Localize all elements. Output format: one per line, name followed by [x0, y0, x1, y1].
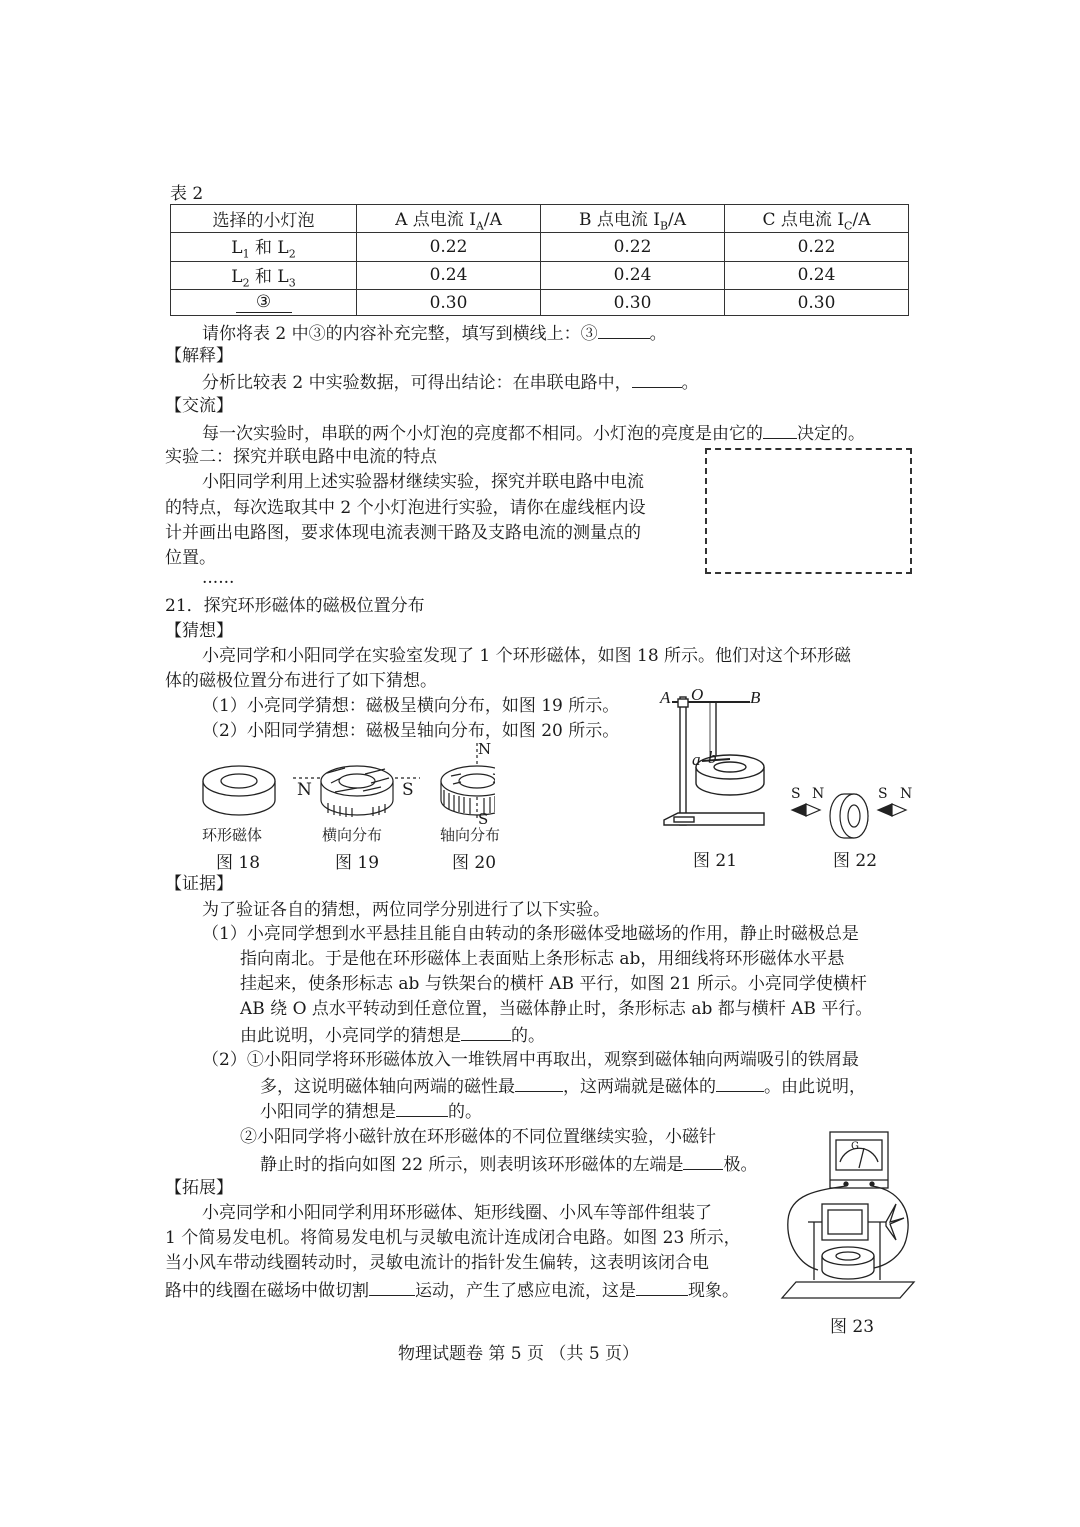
table-cell: ③	[171, 290, 357, 316]
ellipsis: ......	[202, 568, 235, 588]
answer-blank[interactable]	[636, 1277, 688, 1296]
extend-line: 小亮同学和小阳同学利用环形磁体、矩形线圈、小风车等部件组装了	[202, 1203, 712, 1223]
generator-figure	[778, 1130, 918, 1305]
table-cell: 0.30	[357, 290, 541, 316]
table-header-cell: B 点电流 $I_B/A$	[541, 205, 725, 233]
fig18-label: 图 18	[216, 853, 261, 873]
exp2-title: 实验二：探究并联电路中电流的特点	[165, 447, 437, 467]
evidence-1-end: 由此说明，小亮同学的猜想是 的。	[240, 1022, 545, 1049]
table-row	[171, 290, 909, 316]
compass-left-S: S	[791, 786, 801, 802]
label-A: A	[660, 688, 671, 707]
fig23-label: 图 23	[830, 1317, 875, 1337]
evidence-1-line: 挂起来，使条形标志 ab 与铁架台的横杆 AB 平行，如图 21 所示。小亮同学使横杆	[240, 974, 867, 994]
circuit-drawing-box[interactable]	[705, 448, 912, 574]
fig19-caption: 横向分布	[322, 826, 383, 844]
ring-magnet-fig19	[293, 766, 420, 817]
evidence-1-line: （1）小亮同学想到水平悬挂且能自由转动的条形磁体受地磁场的作用，静止时磁极总是	[202, 924, 859, 944]
answer-blank[interactable]	[763, 420, 797, 439]
table-cell: 0.24	[357, 261, 541, 289]
table-cell: 0.22	[357, 233, 541, 261]
table-cell: 0.22	[541, 233, 725, 261]
evidence-1-line: AB 绕 O 点水平转动到任意位置，当磁体静止时，条形标志 ab 都与横杆 AB 平行。	[240, 999, 873, 1019]
exchange-tag: 【交流】	[165, 396, 233, 416]
pole-label-S: S	[478, 810, 489, 828]
label-B: B	[750, 688, 761, 707]
fig22-label: 图 22	[833, 851, 878, 871]
evidence-2-line: 小阳同学的猜想是 的。	[260, 1098, 482, 1125]
guess-tag: 【猜想】	[165, 621, 233, 641]
pole-label-N: N	[297, 780, 312, 800]
table-cell: 0.30	[541, 290, 725, 316]
label-a: a	[692, 750, 701, 769]
table-header-cell: C 点电流 $I_C/A$	[725, 205, 909, 233]
explain-text: 分析比较表 2 中实验数据，可得出结论：在串联电路中， 。	[202, 369, 699, 396]
table-header-cell: 选择的小灯泡	[171, 205, 357, 233]
ring-magnet-figures	[195, 738, 495, 830]
answer-blank[interactable]	[632, 369, 682, 388]
table-cell: 0.24	[725, 261, 909, 289]
answer-blank[interactable]	[683, 1151, 723, 1170]
galvanometer-G: G	[851, 1141, 859, 1152]
exp2-line: 小阳同学利用上述实验器材继续实验，探究并联电路中电流	[202, 472, 644, 492]
extend-line: 路中的线圈在磁场中做切割 运动，产生了感应电流，这是 现象。	[165, 1277, 739, 1304]
pole-label-S: S	[402, 780, 414, 800]
table-cell: 0.24	[541, 261, 725, 289]
fig18-caption: 环形磁体	[202, 826, 263, 844]
guess-line: 小亮同学和小阳同学在实验室发现了 1 个环形磁体，如图 18 所示。他们对这个环形磁	[202, 646, 852, 666]
extend-tag: 【拓展】	[165, 1178, 233, 1198]
evidence-3-line: 静止时的指向如图 22 所示，则表明该环形磁体的左端是 极。	[260, 1151, 757, 1178]
exp2-line: 计并画出电路图，要求体现电流表测干路及支路电流的测量点的	[165, 523, 641, 543]
table-title: 表 2	[170, 184, 204, 204]
table-cell: 0.22	[725, 233, 909, 261]
table-cell: $L_1$ 和 $L_2$	[171, 233, 357, 261]
guess-line: 体的磁极位置分布进行了如下猜想。	[165, 671, 437, 691]
fig20-caption: 轴向分布	[440, 826, 501, 844]
answer-blank[interactable]	[461, 1022, 511, 1041]
extend-line: 当小风车带动线圈转动时，灵敏电流计的指针发生偏转，这表明该闭合电	[165, 1253, 709, 1273]
evidence-intro: 为了验证各自的猜想，两位同学分别进行了以下实验。	[202, 900, 610, 920]
compass-ring-figure	[788, 790, 918, 840]
pole-label-N: N	[478, 740, 492, 758]
evidence-3-line: ②小阳同学将小磁针放在环形磁体的不同位置继续实验，小磁针	[240, 1127, 716, 1147]
answer-blank[interactable]	[716, 1073, 764, 1092]
evidence-1-line: 指向南北。于是他在环形磁体上表面贴上条形标志 ab，用细线将环形磁体水平悬	[240, 949, 845, 969]
table-header-cell: A 点电流 $I_A/A$	[357, 205, 541, 233]
table-row	[171, 261, 909, 289]
q21-title: 21．探究环形磁体的磁极位置分布	[165, 596, 425, 616]
table-row	[171, 233, 909, 261]
compass-right-S: S	[878, 786, 888, 802]
label-O: O	[691, 685, 704, 704]
evidence-2-line: （2）①小阳同学将环形磁体放入一堆铁屑中再取出，观察到磁体轴向两端吸引的铁屑最	[202, 1050, 859, 1070]
guess-2: （2）小阳同学猜想：磁极呈轴向分布，如图 20 所示。	[202, 721, 620, 741]
answer-blank[interactable]	[515, 1073, 563, 1092]
exp2-line: 的特点，每次选取其中 2 个小灯泡进行实验，请你在虚线框内设	[165, 498, 646, 518]
fill-prompt: 请你将表 2 中③的内容补充完整，填写到横线上：③ 。	[202, 320, 667, 347]
ring-magnet-fig18	[203, 766, 275, 815]
answer-blank[interactable]	[369, 1277, 415, 1296]
page-footer: 物理试题卷 第 5 页 （共 5 页）	[398, 1344, 640, 1364]
extend-line: 1 个简易发电机。将简易发电机与灵敏电流计连成闭合电路。如图 23 所示，	[165, 1228, 741, 1248]
compass-left-N: N	[812, 786, 825, 802]
answer-blank[interactable]	[598, 320, 650, 339]
compass-right-N: N	[900, 786, 913, 802]
answer-blank[interactable]	[396, 1098, 448, 1117]
exchange-text: 每一次实验时，串联的两个小灯泡的亮度都不相同。小灯泡的亮度是由它的 决定的。	[202, 420, 865, 447]
table-cell: 0.30	[725, 290, 909, 316]
fig19-label: 图 19	[335, 853, 380, 873]
evidence-tag: 【证据】	[165, 874, 233, 894]
table-cell: $L_2$ 和 $L_3$	[171, 261, 357, 289]
evidence-2-line: 多，这说明磁体轴向两端的磁性最 ，这两端就是磁体的 。由此说明，	[260, 1073, 866, 1100]
fig20-label: 图 20	[452, 853, 497, 873]
label-b: b	[708, 748, 717, 767]
table-header-row	[171, 205, 909, 233]
exp2-line: 位置。	[165, 548, 216, 568]
explain-tag: 【解释】	[165, 346, 233, 366]
fig21-label: 图 21	[693, 851, 738, 871]
guess-1: （1）小亮同学猜想：磁极呈横向分布，如图 19 所示。	[202, 696, 620, 716]
data-table	[170, 204, 909, 316]
